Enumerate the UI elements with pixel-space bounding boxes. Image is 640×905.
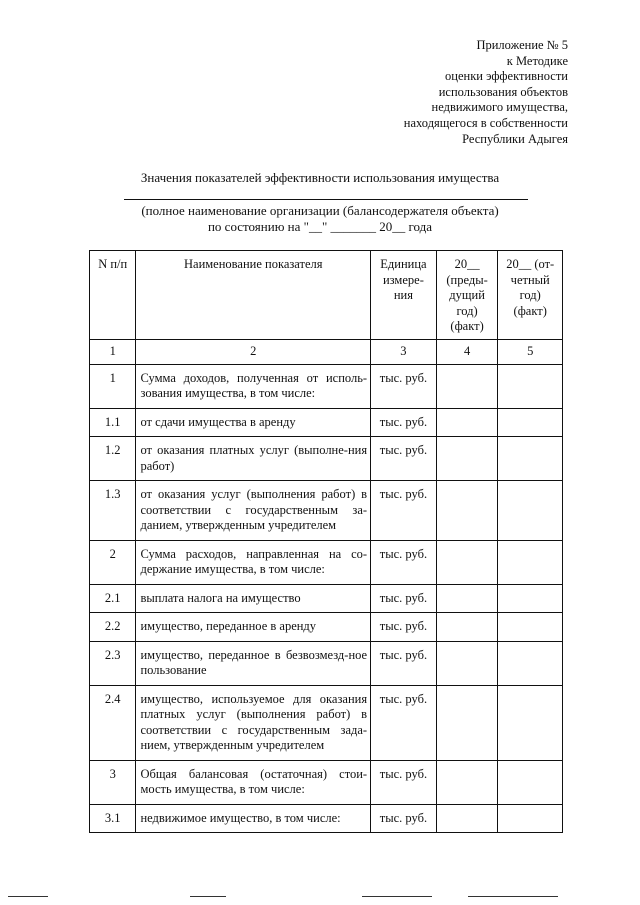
row-reporting-year-value[interactable] [498,408,563,437]
index-cell: 1 [90,339,136,364]
table-row [90,685,563,760]
row-indicator-name: от сдачи имущества в аренду [136,408,371,437]
row-number: 3 [90,760,136,804]
header-line: измере- [382,272,424,287]
header-number: N п/п [90,251,136,340]
header-unit [371,251,437,340]
header-line: ния [393,288,413,302]
row-indicator-name: недвижимое имущество, в том числе: [136,804,371,833]
row-reporting-year-value[interactable] [498,685,563,760]
row-indicator-name: Общая балансовая (остаточная) стои-мость имущества, в том числе: [136,760,371,804]
row-number: 1.1 [90,408,136,437]
row-number: 1.2 [90,437,136,481]
index-cell: 3 [371,339,437,364]
header-indicator-name: Наименование показателя [136,251,371,340]
row-number: 2.3 [90,641,136,685]
row-unit: тыс. руб. [371,685,437,760]
row-previous-year-value[interactable] [436,364,498,408]
appendix-block [328,38,568,147]
row-reporting-year-value[interactable] [498,641,563,685]
appendix-line: к Методике [506,53,568,68]
row-number: 2.2 [90,613,136,642]
scan-edge-line [190,896,226,897]
header-line: (факт) [450,319,484,333]
row-unit: тыс. руб. [371,804,437,833]
appendix-line: находящегося в собственности [403,115,568,130]
row-previous-year-value[interactable] [436,540,498,584]
row-indicator-name: от оказания платных услуг (выполне-ния работ) [136,437,371,481]
row-reporting-year-value[interactable] [498,364,563,408]
row-number: 2.4 [90,685,136,760]
row-number: 1.3 [90,481,136,541]
row-indicator-name: выплата налога на имущество [136,584,371,613]
table-row [90,437,563,481]
table-header-row [90,251,563,340]
index-cell: 5 [498,339,563,364]
organization-blank-line [124,199,528,200]
table-row [90,364,563,408]
row-previous-year-value[interactable] [436,481,498,541]
row-reporting-year-value[interactable] [498,613,563,642]
header-line: (факт) [513,303,547,318]
table-row [90,584,563,613]
row-number: 2.1 [90,584,136,613]
caption-line-2: по состоянию на "__" _______ 20__ года [207,219,433,234]
row-indicator-name: имущество, переданное в аренду [136,613,371,642]
row-unit: тыс. руб. [371,760,437,804]
row-reporting-year-value[interactable] [498,481,563,541]
index-cell: 2 [136,339,371,364]
organization-caption [0,203,640,235]
row-indicator-name: Сумма доходов, полученная от исполь-зования имущества, в том числе: [136,364,371,408]
header-line: дущий [449,288,485,302]
row-previous-year-value[interactable] [436,804,498,833]
appendix-line: Республики Адыгея [462,131,568,146]
row-reporting-year-value[interactable] [498,584,563,613]
caption-line-1: (полное наименование организации (балансодержателя объекта) [141,203,499,218]
index-cell: 4 [436,339,498,364]
header-line: четный [510,272,550,287]
row-previous-year-value[interactable] [436,641,498,685]
row-reporting-year-value[interactable] [498,437,563,481]
row-unit: тыс. руб. [371,437,437,481]
appendix-line: оценки эффективности [445,69,568,84]
row-number: 1 [90,364,136,408]
table-row [90,613,563,642]
header-line: 20__ [454,257,480,271]
document-title: Значения показателей эффективности использования имущества [140,170,500,185]
scan-edge-line [468,896,558,897]
row-unit: тыс. руб. [371,641,437,685]
row-unit: тыс. руб. [371,408,437,437]
scan-edge-line [362,896,432,897]
appendix-line: Приложение № 5 [476,38,568,52]
table-row [90,641,563,685]
row-unit: тыс. руб. [371,364,437,408]
row-indicator-name: имущество, используемое для оказания платных услуг (выполнения работ) в соответствии с государственным зада-нием, утвержденным учредителем [136,685,371,760]
row-reporting-year-value[interactable] [498,804,563,833]
appendix-line: недвижимого имущества, [431,100,568,115]
row-number: 2 [90,540,136,584]
row-unit: тыс. руб. [371,613,437,642]
row-previous-year-value[interactable] [436,685,498,760]
header-previous-year [436,251,498,340]
header-line: год) [519,288,541,302]
header-line: (преды- [446,272,488,287]
row-reporting-year-value[interactable] [498,540,563,584]
header-reporting-year [498,251,563,340]
indicators-table [89,250,563,833]
header-line: 20__ (от- [506,257,555,271]
row-previous-year-value[interactable] [436,408,498,437]
row-indicator-name: имущество, переданное в безвозмезд-ное пользование [136,641,371,685]
table-row [90,760,563,804]
table-row [90,481,563,541]
row-indicator-name: Сумма расходов, направленная на со-держание имущества, в том числе: [136,540,371,584]
scan-edge-line [8,896,48,897]
row-unit: тыс. руб. [371,584,437,613]
row-previous-year-value[interactable] [436,584,498,613]
header-line: год) [456,303,478,318]
row-previous-year-value[interactable] [436,613,498,642]
row-reporting-year-value[interactable] [498,760,563,804]
table-row [90,540,563,584]
row-unit: тыс. руб. [371,540,437,584]
row-number: 3.1 [90,804,136,833]
row-unit: тыс. руб. [371,481,437,541]
table-row [90,408,563,437]
column-index-row [90,339,563,364]
table-row [90,804,563,833]
header-line: Единица [380,257,427,271]
row-previous-year-value[interactable] [436,437,498,481]
row-previous-year-value[interactable] [436,760,498,804]
row-indicator-name: от оказания услуг (выполнения работ) в соответствии с государственным за-данием, утвержденным учредителем [136,481,371,541]
appendix-line: использования объектов [438,84,568,99]
